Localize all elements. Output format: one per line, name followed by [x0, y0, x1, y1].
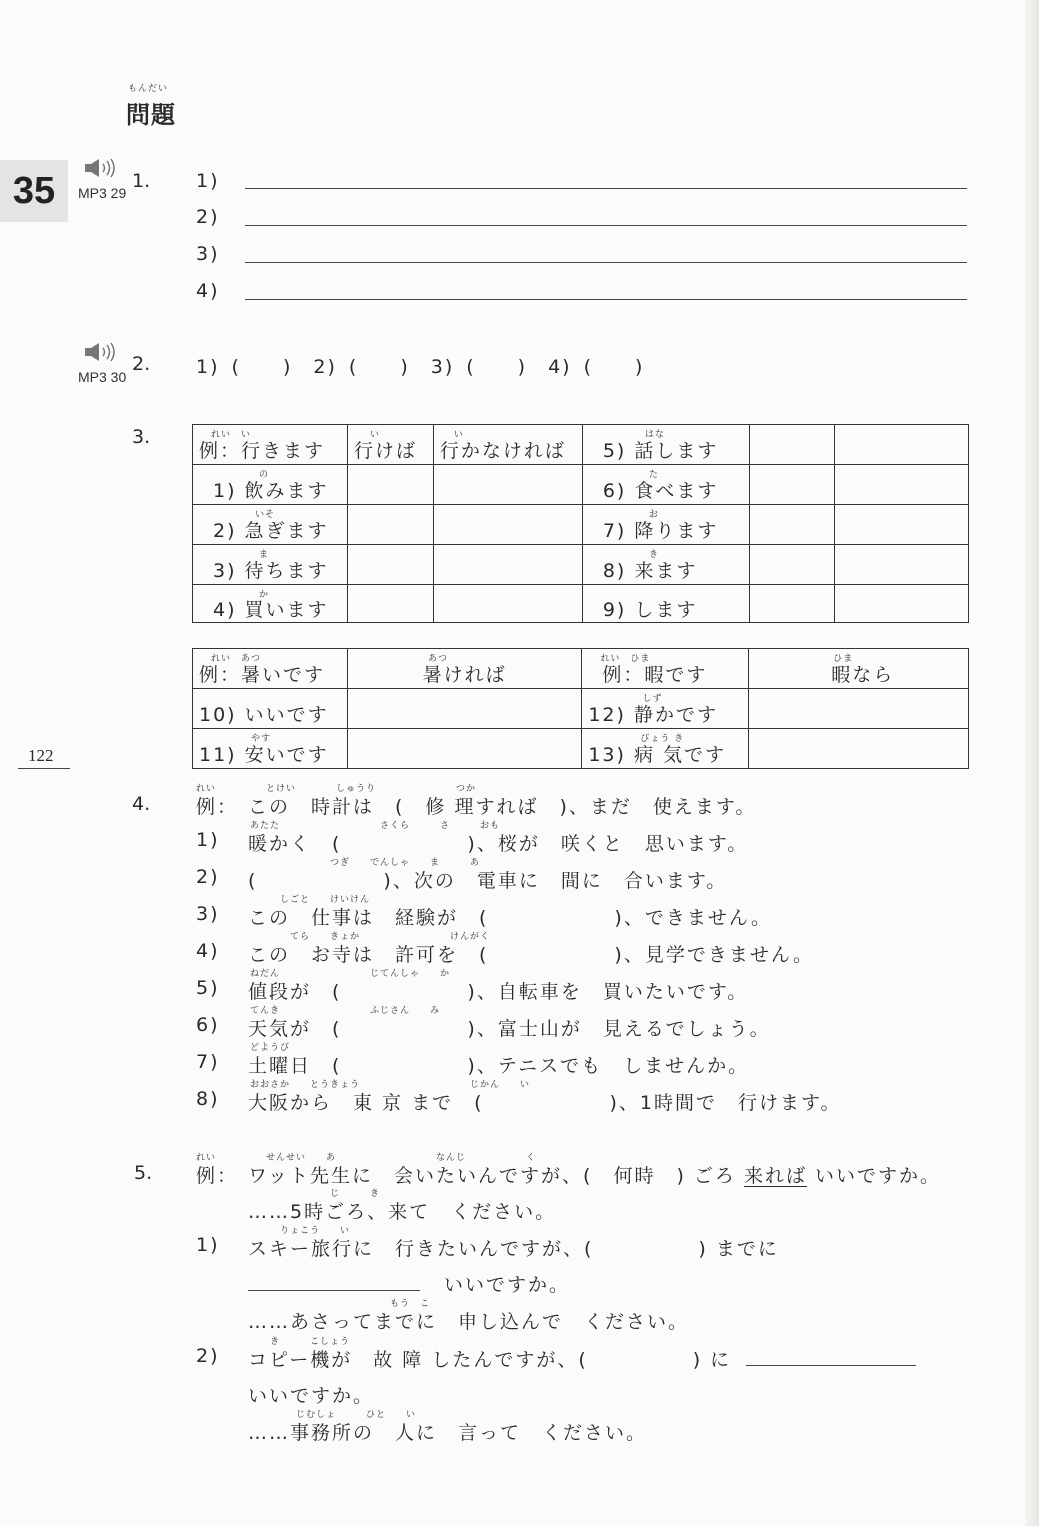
- answer-cell[interactable]: [749, 729, 969, 769]
- ruby: じ き: [300, 1189, 381, 1199]
- table-cell: お 7) 降ります: [582, 505, 749, 545]
- q5-example-text: ワット先生に 会いたいんですが、( 何時 ) ごろ: [248, 1165, 736, 1187]
- q5-item2-question-end: いいですか。: [248, 1385, 375, 1407]
- q5-item-label: 2): [196, 1345, 220, 1367]
- ruby: もう こ: [300, 1299, 431, 1309]
- lesson-number-tab: 35: [0, 160, 68, 222]
- answer-cell[interactable]: [347, 689, 581, 729]
- q1-answer-line-3[interactable]: [245, 262, 967, 263]
- answer-cell[interactable]: [835, 585, 969, 623]
- ruby: てら きょか けんがく: [250, 932, 491, 942]
- q1-answer-line-1[interactable]: [245, 188, 967, 189]
- q1-answer-line-2[interactable]: [245, 225, 967, 226]
- table-cell: いそ 2) 急ぎます: [193, 505, 348, 545]
- q4-item-sentence[interactable]: 値段が ( )、自転車を 買いたいです。: [248, 981, 749, 1003]
- answer-cell[interactable]: [835, 465, 969, 505]
- answer-cell[interactable]: [749, 545, 835, 585]
- answer-cell[interactable]: [347, 729, 581, 769]
- q5-example-question: [248, 1161, 941, 1188]
- question-2-number: 2.: [132, 353, 151, 375]
- mp3-track-label: MP3 29: [78, 185, 127, 201]
- q5-example-label: 例：: [196, 1165, 239, 1187]
- conjugation-table-verbs: [192, 424, 969, 623]
- ruby: つぎ でんしゃ ま あ: [250, 858, 481, 868]
- q5-item1-question[interactable]: スキー旅行に 行きたいんですが、( ) までに: [248, 1238, 779, 1260]
- question-1-number: 1.: [132, 170, 151, 192]
- ruby: おおさか とうきょう じかん い: [250, 1080, 531, 1090]
- q1-item-label: 2): [196, 206, 220, 228]
- ruby: りょこう い: [250, 1226, 351, 1236]
- answer-cell[interactable]: [749, 425, 835, 465]
- table-cell: やす 11) 安いです: [193, 729, 348, 769]
- table-cell: の 1) 飲みます: [193, 465, 348, 505]
- table-cell: ひま 暇なら: [749, 649, 969, 689]
- speaker-icon[interactable]: [84, 158, 118, 182]
- table-cell: れい ひま 例：暇です: [582, 649, 749, 689]
- q5-example-reply: ……5時ごろ、来て ください。: [248, 1201, 557, 1223]
- q4-item-label: 7): [196, 1051, 220, 1073]
- mp3-track-label: MP3 30: [78, 369, 127, 385]
- q5-item1-question-end: いいですか。: [444, 1274, 571, 1296]
- ruby: あたた さくら さ おも: [250, 821, 501, 831]
- answer-cell[interactable]: [433, 505, 582, 545]
- q4-item-label: 8): [196, 1088, 220, 1110]
- table-cell: い 行かなければ: [433, 425, 582, 465]
- q1-answer-line-4[interactable]: [245, 299, 967, 300]
- answer-cell[interactable]: [749, 585, 835, 623]
- table-cell: あつ 暑ければ: [347, 649, 581, 689]
- question-5-number: 5.: [134, 1162, 153, 1184]
- q4-item-sentence[interactable]: この 仕事は 経験が ( )、できません。: [248, 907, 772, 929]
- answer-cell[interactable]: [749, 689, 969, 729]
- answer-cell[interactable]: [347, 505, 433, 545]
- q1-item-label: 1): [196, 170, 220, 192]
- q4-item-label: 5): [196, 977, 220, 999]
- answer-cell[interactable]: [433, 545, 582, 585]
- q4-item-sentence[interactable]: 天気が ( )、富士山が 見えるでしょう。: [248, 1018, 771, 1040]
- table-cell: れい い 例：行きます: [193, 425, 348, 465]
- q4-item-label: 3): [196, 903, 220, 925]
- q4-example-label: 例：: [196, 796, 239, 818]
- ruby: き こしょう: [250, 1337, 351, 1347]
- table-cell: た 6) 食べます: [582, 465, 749, 505]
- q4-item-sentence[interactable]: この お寺は 許可を ( )、見学できません。: [248, 944, 814, 966]
- q4-item-sentence[interactable]: 土曜日 ( )、テニスでも しませんか。: [248, 1055, 750, 1077]
- answer-cell[interactable]: [347, 545, 433, 585]
- q5-item2-answer-line[interactable]: [746, 1365, 916, 1366]
- q5-item2-question[interactable]: コピー機が 故 障 したんですが、( ) に: [248, 1349, 732, 1371]
- q5-item-label: 1): [196, 1234, 220, 1256]
- speaker-icon[interactable]: [84, 342, 118, 366]
- ruby: てんき ふじさん み: [250, 1006, 441, 1016]
- answer-cell[interactable]: [835, 545, 969, 585]
- table-cell: しず 12) 静かです: [582, 689, 749, 729]
- question-3-number: 3.: [132, 426, 151, 448]
- answer-cell[interactable]: [347, 585, 433, 623]
- table-cell: はな 5) 話します: [582, 425, 749, 465]
- ruby: どようび: [250, 1043, 291, 1053]
- answer-cell[interactable]: [749, 465, 835, 505]
- table-cell: れい あつ 例：暑いです: [193, 649, 348, 689]
- q5-item2-reply: ……事務所の 人に 言って ください。: [248, 1422, 648, 1444]
- q4-item-label: 6): [196, 1014, 220, 1036]
- ruby: れい とけい しゅうり つか: [196, 784, 477, 794]
- table-cell: ま 3) 待ちます: [193, 545, 348, 585]
- q4-item-sentence[interactable]: 大阪から 東 京 まで ( )、1時間で 行けます。: [248, 1092, 842, 1114]
- answer-cell[interactable]: [433, 585, 582, 623]
- title-ruby: もんだい: [128, 84, 169, 94]
- page-edge-shadow: [1025, 0, 1039, 1526]
- table-cell: びょう き 13) 病 気です: [582, 729, 749, 769]
- table-cell: き 8) 来ます: [582, 545, 749, 585]
- q4-example-sentence: この 時計は ( 修 理すれば )、まだ 使えます。: [248, 796, 757, 818]
- conjugation-table-adjectives: [192, 648, 969, 769]
- answer-cell[interactable]: [347, 465, 433, 505]
- q1-item-label: 3): [196, 243, 220, 265]
- page-number-rule: [18, 768, 70, 769]
- table-cell: い 行けば: [347, 425, 433, 465]
- ruby: ねだん じてんしゃ か: [250, 969, 451, 979]
- q4-item-sentence[interactable]: 暖かく ( )、桜が 咲くと 思います。: [248, 833, 749, 855]
- page-title: 問題: [126, 101, 176, 129]
- answer-cell[interactable]: [835, 505, 969, 545]
- answer-cell[interactable]: [835, 425, 969, 465]
- table-cell: 10) いいです: [193, 689, 348, 729]
- q5-item1-answer-line[interactable]: [248, 1290, 420, 1291]
- q4-item-label: 1): [196, 829, 220, 851]
- page-number: 122: [28, 746, 54, 765]
- question-4-number: 4.: [132, 793, 151, 815]
- table-cell: 9) します: [582, 585, 749, 623]
- q5-example-answer: 来れば: [743, 1165, 807, 1187]
- ruby: れい せんせい あ なんじ く: [196, 1153, 537, 1163]
- q5-example-text-end: いいですか。: [815, 1165, 942, 1187]
- q4-item-label: 4): [196, 940, 220, 962]
- answer-cell[interactable]: [433, 465, 582, 505]
- q2-answer-blanks[interactable]: 1) ( ) 2) ( ) 3) ( ) 4) ( ): [196, 356, 645, 378]
- q1-item-label: 4): [196, 280, 220, 302]
- answer-cell[interactable]: [749, 505, 835, 545]
- table-cell: か 4) 買います: [193, 585, 348, 623]
- q5-item1-reply: ……あさってまでに 申し込んで ください。: [248, 1311, 690, 1333]
- ruby: じむしょ ひと い: [296, 1410, 417, 1420]
- q4-item-sentence[interactable]: ( )、次の 電車に 間に 合います。: [248, 870, 728, 892]
- q4-item-label: 2): [196, 866, 220, 888]
- ruby: しごと けいけん: [250, 895, 371, 905]
